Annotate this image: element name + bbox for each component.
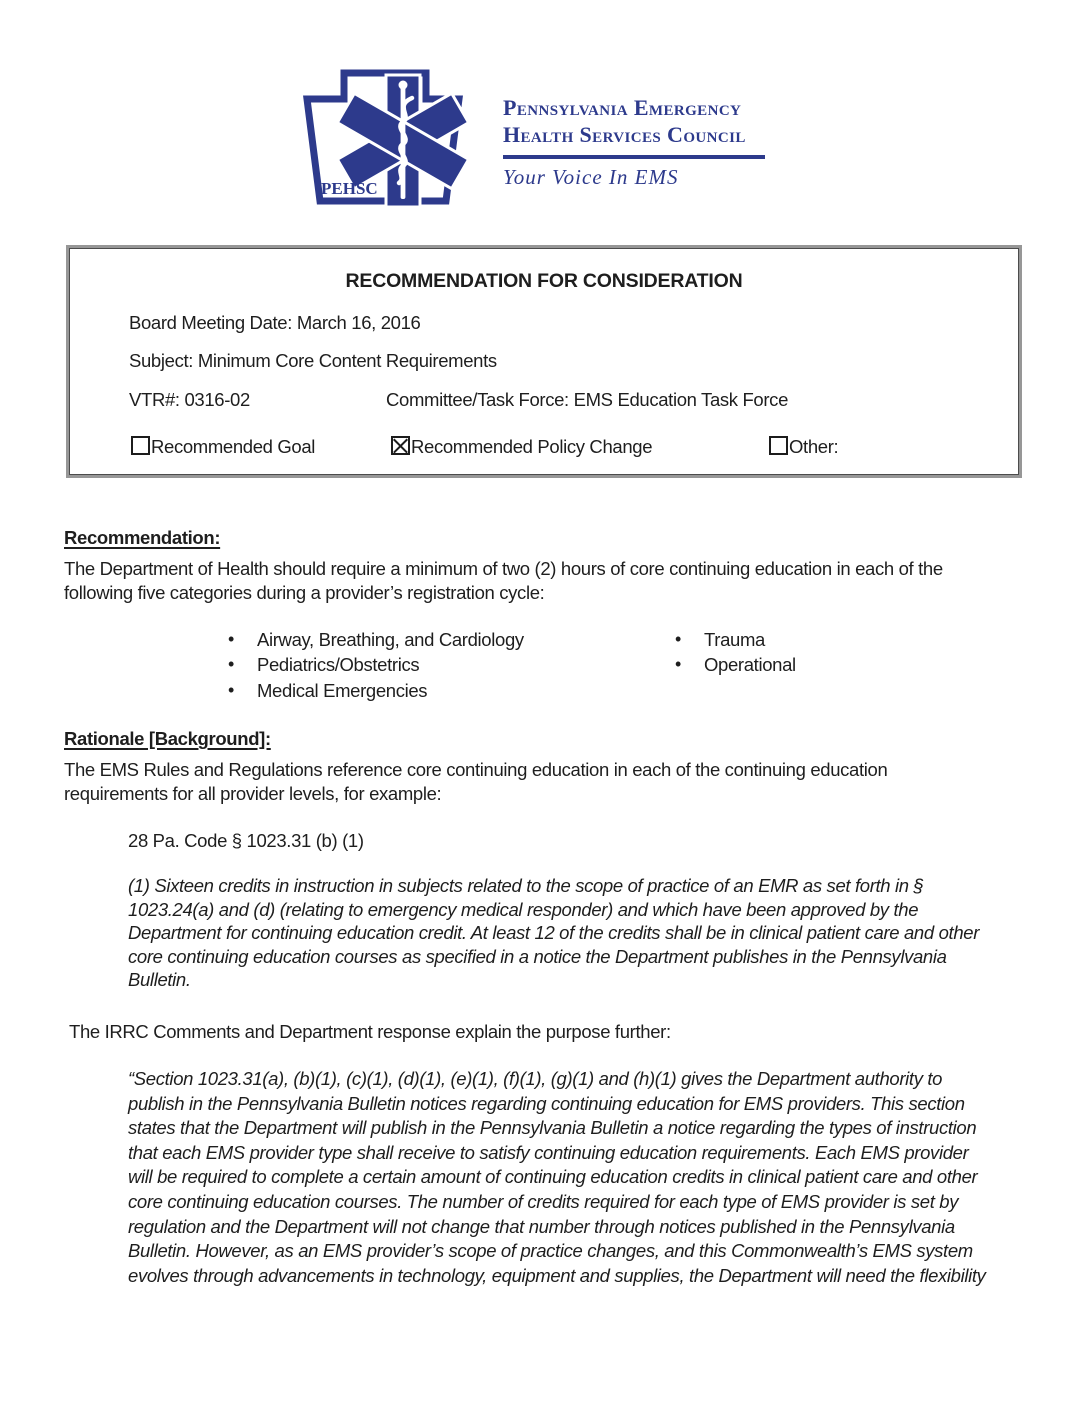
- pehsc-logo: [298, 64, 784, 216]
- recommended-goal-label: Recommended Goal: [151, 436, 316, 457]
- rationale-heading: Rationale [Background]:: [64, 728, 271, 749]
- box-title: RECOMMENDATION FOR CONSIDERATION: [345, 270, 743, 292]
- committee-task-force: Committee/Task Force: EMS Education Task Force: [386, 389, 789, 410]
- org-tagline: Your Voice In EMS: [503, 165, 679, 189]
- regulation-quote-block: (1) Sixteen credits in instruction in subjects related to the scope of practice of an EMR as set forth in § 1023.24(a) and (d) (relating to emergency medical responder) and which have been approved by the Department for continuing education credit. At least 12 of the credits shall be in clinical patient care and other core continuing education courses as specified in a notice the Department publishes in the Pennsylvania Bulletin.: [128, 875, 980, 990]
- pehsc-acronym: PEHSC: [321, 179, 378, 198]
- recommendation-header-box: [66, 245, 1022, 478]
- star-of-life-keystone-icon: [298, 66, 484, 216]
- irrc-comments-line: The IRRC Comments and Department response explain the purpose further:: [69, 1021, 671, 1042]
- category-bullet-list-right: • Trauma • Operational: [673, 627, 796, 678]
- org-name-line2: Health Services Council: [503, 122, 746, 147]
- subject-line: Subject: Minimum Core Content Requirements: [129, 350, 497, 371]
- other-checkbox: [769, 436, 788, 455]
- recommended-policy-change-label: Recommended Policy Change: [411, 436, 653, 457]
- category-bullet-list-left: • Airway, Breathing, and Cardiology • Pediatrics/Obstetrics • Medical Emergencies: [226, 627, 524, 703]
- checkbox-row: [69, 436, 1019, 460]
- checkbox-item-recommended-goal: [131, 436, 315, 458]
- recommended-goal-checkbox: [131, 436, 150, 455]
- recommended-policy-change-checkbox: [391, 436, 410, 455]
- org-name-line1: Pennsylvania Emergency: [503, 95, 742, 120]
- checkbox-item-other: [769, 436, 838, 458]
- recommendation-body: The Department of Health should require a minimum of two (2) hours of core continuing education in each of the following five categories during a provider’s registration cycle:: [64, 558, 943, 603]
- checkbox-item-recommended-policy-change: [391, 436, 652, 458]
- org-wordmark: [503, 94, 783, 190]
- wordmark-divider: [503, 155, 765, 159]
- other-label: Other:: [789, 436, 839, 457]
- rationale-intro: The EMS Rules and Regulations reference core continuing education in each of the continuing education requirements for all provider levels, for example:: [64, 759, 888, 804]
- vtr-number: VTR#: 0316-02: [129, 389, 250, 410]
- recommendation-heading: Recommendation:: [64, 527, 221, 548]
- board-meeting-date: Board Meeting Date: March 16, 2016: [129, 312, 421, 333]
- irrc-quote-block: “Section 1023.31(a), (b)(1), (c)(1), (d)(1), (e)(1), (f)(1), (g)(1) and (h)(1) gives the Department authority to publish in the Pennsylvania Bulletin notices regarding continuing education for EMS providers. This section states that the Department will publish in the Pennsylvania Bulletin a notice regarding the types of instruction that each EMS provider type shall receive to satisfy continuing education requirements. Each EMS provider will be required to complete a certain amount of continuing education credits in clinical patient care and other core continuing education courses. The number of credits required for each type of EMS provider is set by regulation and the Department will not change that number through notices published in the Pennsylvania Bulletin. However, as an EMS provider’s scope of practice changes, and this Commonwealth’s EMS system evolves through advancements in technology, equipment and supplies, the Department will need the flexibility: [128, 1068, 986, 1286]
- pa-code-citation: 28 Pa. Code § 1023.31 (b) (1): [128, 830, 364, 851]
